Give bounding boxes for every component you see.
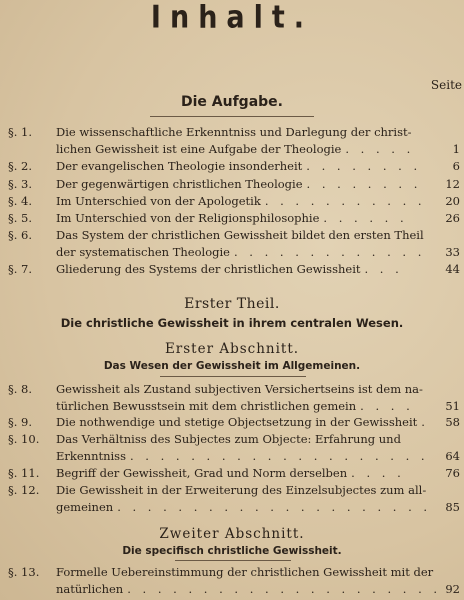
entry-page-number: 20: [445, 194, 460, 208]
toc-entry: [8, 465, 460, 482]
entry-text-line: Im Unterschied von der Apologetik . . . . . . . . . . .: [56, 194, 426, 208]
entry-number: §. 8.: [8, 382, 33, 396]
entry-text-line: türlichen Bewusstsein mit dem christlichen gemein . . . .: [56, 399, 414, 413]
entry-page-number: 92: [445, 582, 460, 596]
entry-text-line: Der gegenwärtigen christlichen Theologie . . . . . . . .: [56, 177, 422, 191]
entry-text-line: natürlichen . . . . . . . . . . . . . . . . . . . . .: [56, 582, 442, 596]
section-heading: Zweiter Abschnitt.: [159, 526, 305, 542]
entry-page-number: 44: [445, 262, 460, 276]
entry-page-number: 58: [445, 415, 460, 429]
entry-page-number: 64: [445, 449, 460, 463]
entry-number: §. 11.: [8, 466, 40, 480]
toc-entry: [8, 381, 460, 415]
entry-number: §. 1.: [8, 125, 33, 139]
entry-page-number: 6: [452, 159, 460, 173]
section-heading: Erster Abschnitt.: [164, 341, 300, 357]
toc-entry: [8, 431, 460, 465]
toc-entry: [8, 564, 460, 598]
entry-text-line: Formelle Uebereinstimmung der christlichen Gewissheit mit der: [56, 565, 434, 579]
toc-entry: [8, 176, 460, 193]
toc-entry: [8, 227, 460, 261]
section-heading-aufgabe: Die Aufgabe.: [181, 94, 283, 110]
toc-entry: [8, 261, 460, 278]
entry-text-line: Der evangelischen Theologie insonderheit . . . . . . . .: [56, 159, 422, 173]
entry-page-number: 76: [445, 466, 460, 480]
entry-number: §. 7.: [8, 262, 33, 276]
heading-rule: [175, 560, 291, 561]
entry-text-line: Gewissheit als Zustand subjectiven Versichertseins ist dem na-: [56, 382, 423, 396]
entry-text-line: der systematischen Theologie . . . . . . . . . . . . .: [56, 245, 426, 259]
entry-number: §. 12.: [8, 483, 40, 497]
part-subheading: Die christliche Gewissheit in ihrem centralen Wesen.: [60, 316, 404, 330]
entry-page-number: 26: [445, 211, 460, 225]
toc-entry: [8, 414, 460, 431]
entry-text-line: Das System der christlichen Gewissheit bildet den ersten Theil: [56, 228, 424, 242]
entry-text-line: Das Verhältniss des Subjectes zum Objecte: Erfahrung und: [56, 432, 401, 446]
entry-page-number: 33: [445, 245, 460, 259]
heading-rule: [160, 376, 306, 377]
toc-entry: [8, 124, 460, 158]
entry-text-line: Erkenntniss . . . . . . . . . . . . . . . . . . . .: [56, 449, 429, 463]
entry-page-number: 1: [452, 142, 460, 156]
entry-text-line: lichen Gewissheit ist eine Aufgabe der Theologie . . . . .: [56, 142, 415, 156]
entry-page-number: 12: [445, 177, 460, 191]
toc-entry: [8, 158, 460, 175]
entry-number: §. 6.: [8, 228, 33, 242]
entry-text-line: Die wissenschaftliche Erkenntniss und Darlegung der christ-: [56, 125, 412, 139]
heading-rule: [150, 116, 314, 117]
entry-text-line: gemeinen . . . . . . . . . . . . . . . . . . . . .: [56, 500, 432, 514]
page-column-label: Seite: [430, 78, 462, 92]
toc-entry: [8, 482, 460, 516]
toc-entry: [8, 193, 460, 210]
toc-entry: [8, 210, 460, 227]
entry-number: §. 2.: [8, 159, 33, 173]
section-subheading: Die specifisch christliche Gewissheit.: [122, 545, 342, 557]
entry-text-line: Im Unterschied von der Religionsphilosophie . . . . . .: [56, 211, 408, 225]
entry-number: §. 3.: [8, 177, 33, 191]
entry-page-number: 51: [445, 399, 460, 413]
entry-text-line: Die Gewissheit in der Erweiterung des Einzelsubjectes zum all-: [56, 483, 427, 497]
entry-number: §. 10.: [8, 432, 40, 446]
page-title: Inhalt.: [150, 0, 314, 36]
entry-number: §. 9.: [8, 415, 33, 429]
entry-number: §. 4.: [8, 194, 33, 208]
entry-page-number: 85: [445, 500, 460, 514]
part-heading: Erster Theil.: [184, 296, 280, 312]
section-subheading: Das Wesen der Gewissheit im Allgemeinen.: [103, 360, 361, 372]
entry-number: §. 13.: [8, 565, 40, 579]
entry-text-line: Begriff der Gewissheit, Grad und Norm derselben . . . .: [56, 466, 405, 480]
entry-text-line: Gliederung des Systems der christlichen Gewissheit . . .: [56, 262, 403, 276]
entry-text-line: Die nothwendige und stetige Objectsetzung in der Gewissheit .: [56, 415, 429, 429]
entry-number: §. 5.: [8, 211, 33, 225]
